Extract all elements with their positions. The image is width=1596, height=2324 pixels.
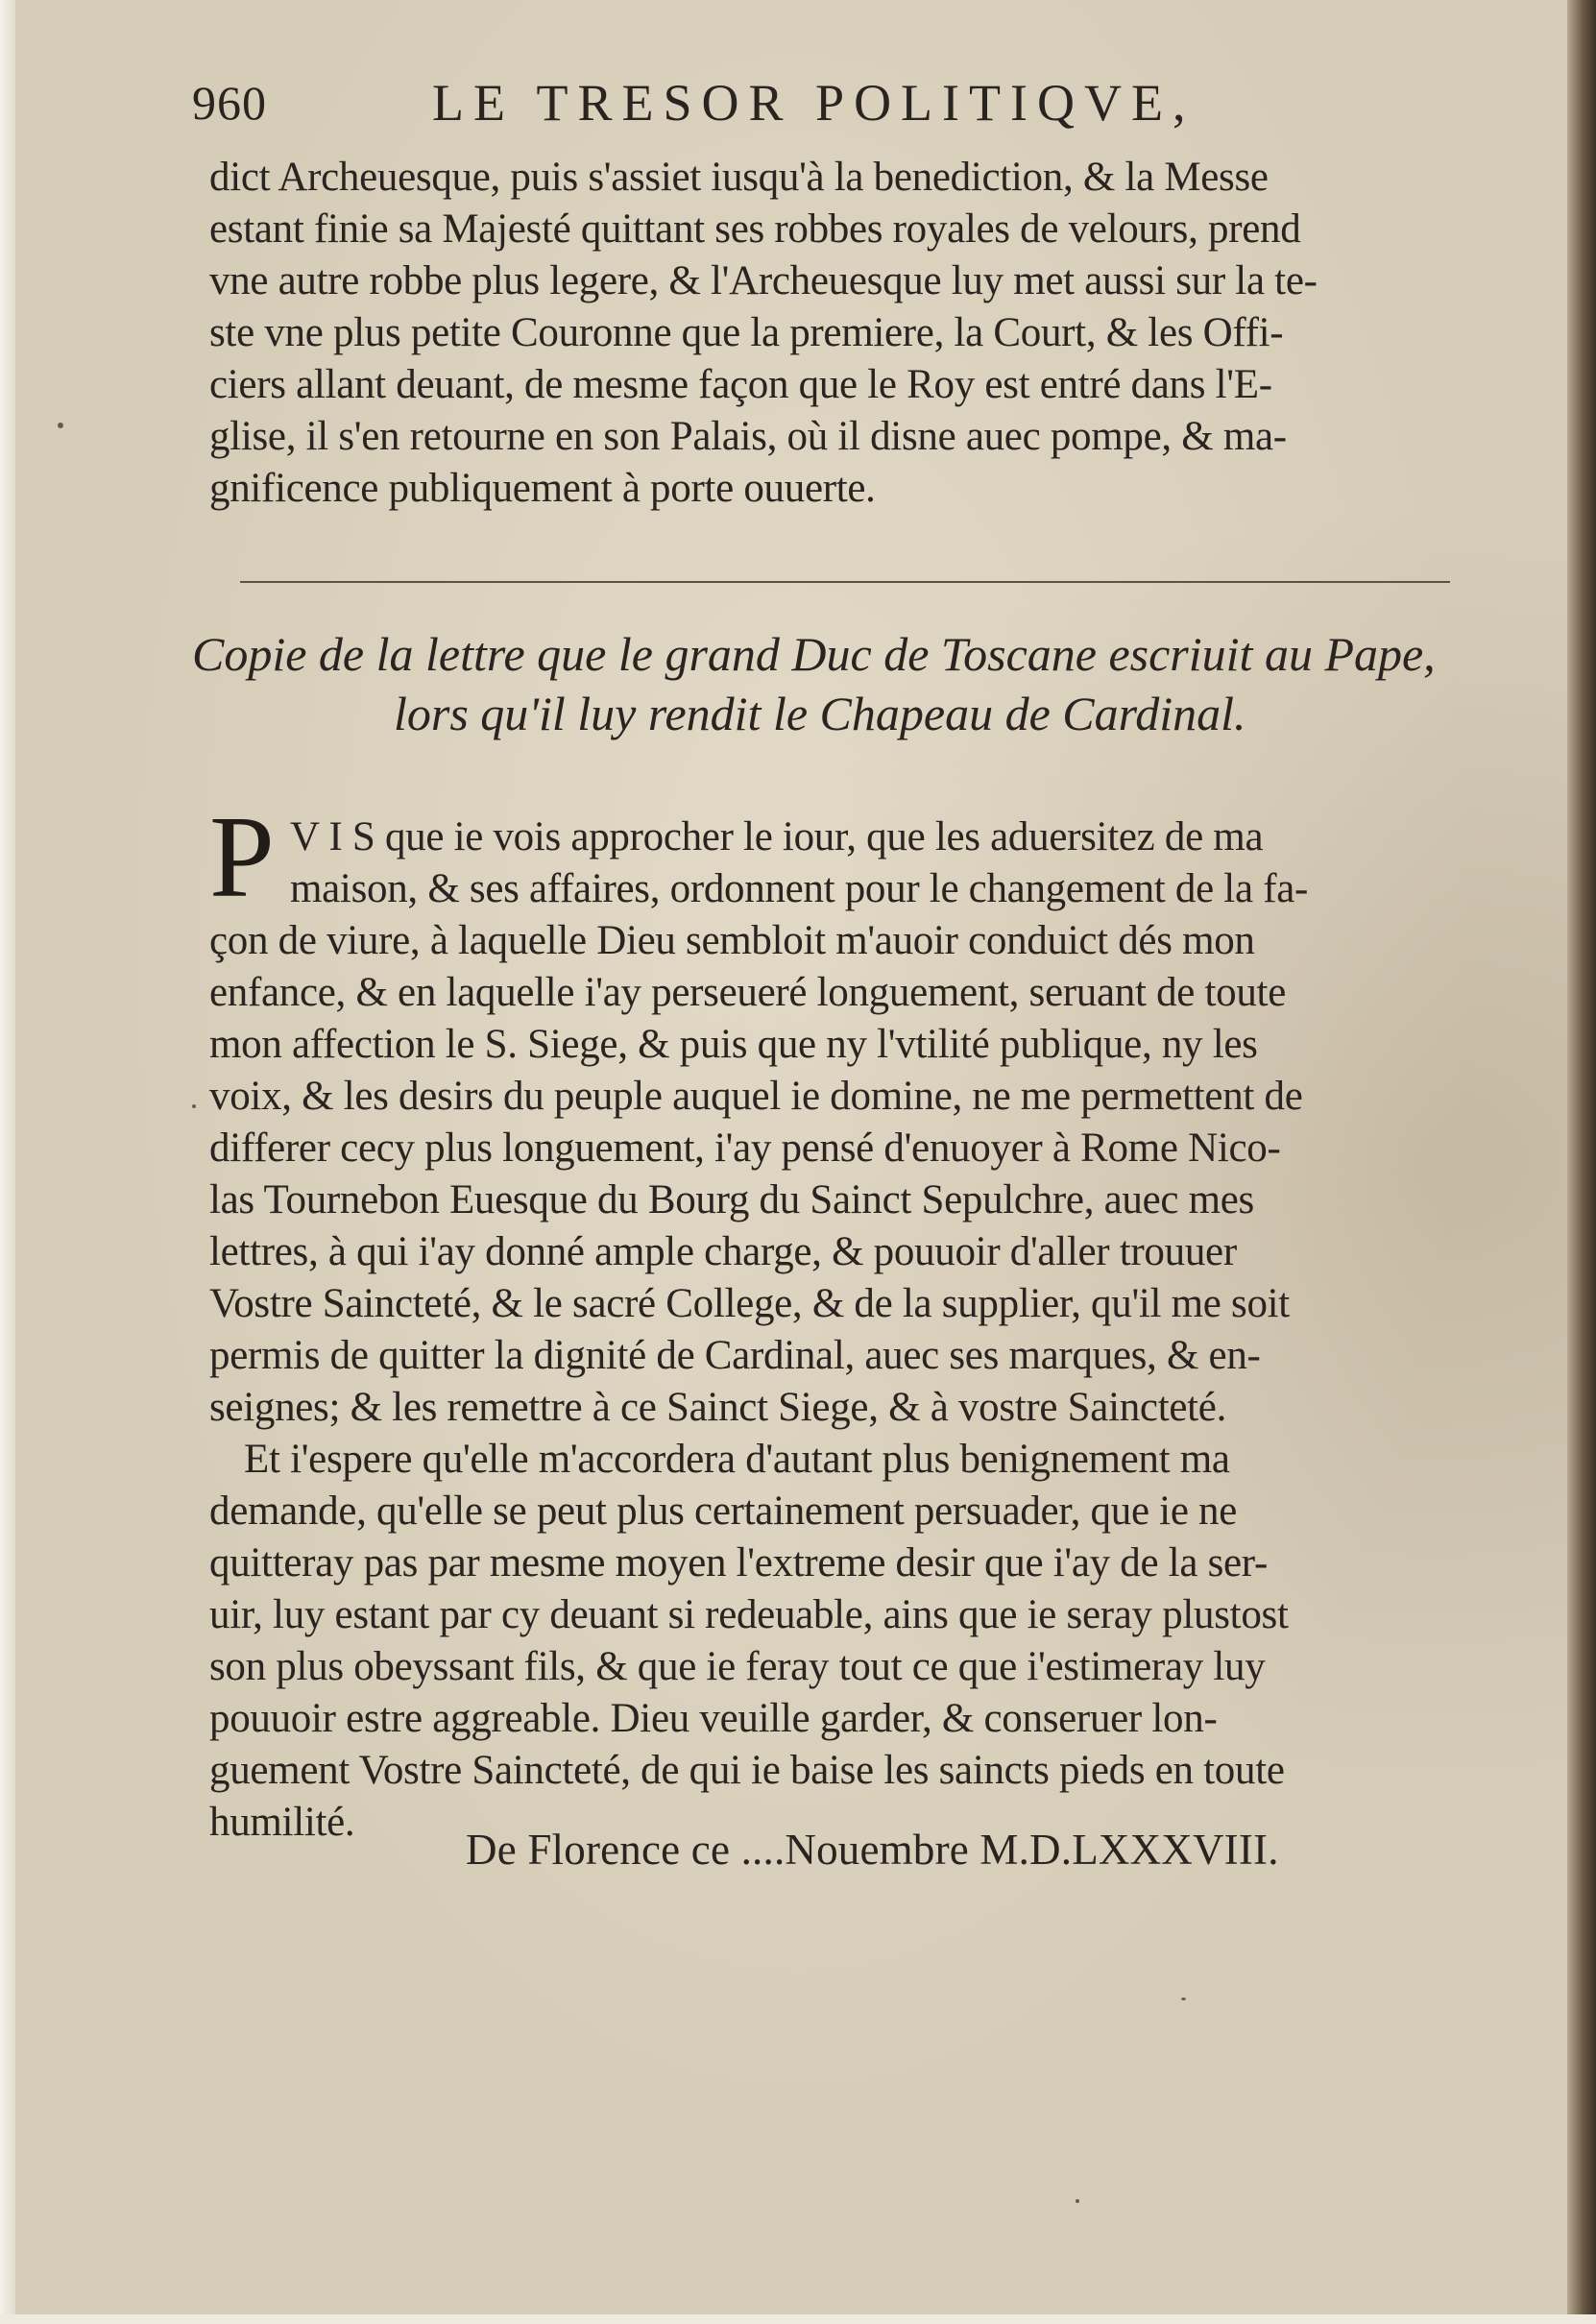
text-line: pouuoir estre aggreable. Dieu veuille garder, & conseruer lon-: [209, 1696, 1218, 1741]
page-number: 960: [192, 76, 267, 130]
text-line: voix, & les desirs du peuple auquel ie domine, ne me permettent de: [209, 1074, 1303, 1119]
text-line: ciers allant deuant, de mesme façon que le Roy est entré dans l'E-: [209, 362, 1272, 407]
text-line: permis de quitter la dignité de Cardinal, auec ses marques, & en-: [209, 1333, 1261, 1378]
running-title: LE TRESOR POLITIQVE,: [432, 74, 1196, 132]
letter-body: [209, 811, 1458, 1849]
page-left-margin: [0, 0, 15, 2324]
text-line: estant finie sa Majesté quittant ses robbes royales de velours, prend: [209, 206, 1301, 252]
text-line: V I S que ie vois approcher le iour, que les aduersitez de ma: [290, 814, 1264, 859]
text-line: seignes; & les remettre à ce Sainct Siege, & à vostre Saincteté.: [209, 1385, 1227, 1430]
page-bottom-edge: [0, 2314, 1596, 2324]
paper-speck: [58, 423, 63, 428]
text-line: maison, & ses affaires, ordonnent pour le changement de la fa-: [290, 866, 1309, 911]
book-gutter-shadow: [1567, 0, 1596, 2324]
text-line: Vostre Saincteté, & le sacré College, & de la supplier, qu'il me soit: [209, 1281, 1290, 1326]
text-line: las Tournebon Euesque du Bourg du Sainct Sepulchre, auec mes: [209, 1177, 1254, 1223]
heading-line-1: Copie de la lettre que le grand Duc de Toscane escriuit au Pape,: [192, 627, 1436, 681]
drop-cap-initial: P: [209, 792, 275, 922]
text-line: humilité.: [209, 1800, 355, 1845]
text-line: ste vne plus petite Couronne que la premiere, la Court, & les Offi-: [209, 310, 1284, 355]
text-line: enfance, & en laquelle i'ay perseueré longuement, seruant de toute: [209, 970, 1286, 1015]
text-line: vne autre robbe plus legere, & l'Archeuesque luy met aussi sur la te-: [209, 258, 1318, 303]
section-separator-rule: [240, 581, 1450, 583]
text-line: Et i'espere qu'elle m'accordera d'autant plus benignement ma: [244, 1437, 1230, 1482]
text-line: mon affection le S. Siege, & puis que ny l'vtilité publique, ny les: [209, 1022, 1258, 1067]
text-line: gnificence publiquement à porte ouuerte.: [209, 466, 876, 511]
text-line: çon de viure, à laquelle Dieu sembloit m'auoir conduict dés mon: [209, 918, 1255, 963]
paper-speck: [1076, 2199, 1079, 2203]
letter-heading: [192, 624, 1479, 743]
text-line: guement Vostre Saincteté, de qui ie baise les saincts pieds en toute: [209, 1748, 1285, 1793]
text-line: uir, luy estant par cy deuant si redeuable, ains que ie seray plustost: [209, 1592, 1289, 1637]
text-line: demande, qu'elle se peut plus certainement persuader, que ie ne: [209, 1489, 1238, 1534]
heading-line-2: lors qu'il luy rendit le Chapeau de Cardinal.: [394, 687, 1246, 740]
paper-speck: [1181, 1997, 1186, 2000]
text-line: glise, il s'en retourne en son Palais, où il disne auec pompe, & ma-: [209, 414, 1287, 459]
paper-speck: [192, 1104, 196, 1108]
previous-section-text: [209, 152, 1458, 515]
text-line: quitteray pas par mesme moyen l'extreme desir que i'ay de la ser-: [209, 1540, 1268, 1586]
running-header: [192, 67, 1460, 134]
text-line: lettres, à qui i'ay donné ample charge, & pouuoir d'aller trouuer: [209, 1229, 1237, 1274]
letter-signature: De Florence ce ....Nouembre M.D.LXXXVIII.: [466, 1826, 1279, 1874]
text-line: differer cecy plus longuement, i'ay pensé d'enuoyer à Rome Nico-: [209, 1126, 1281, 1171]
text-line: dict Archeuesque, puis s'assiet iusqu'à la benediction, & la Messe: [209, 155, 1269, 200]
text-line: son plus obeyssant fils, & que ie feray tout ce que i'estimeray luy: [209, 1644, 1266, 1689]
